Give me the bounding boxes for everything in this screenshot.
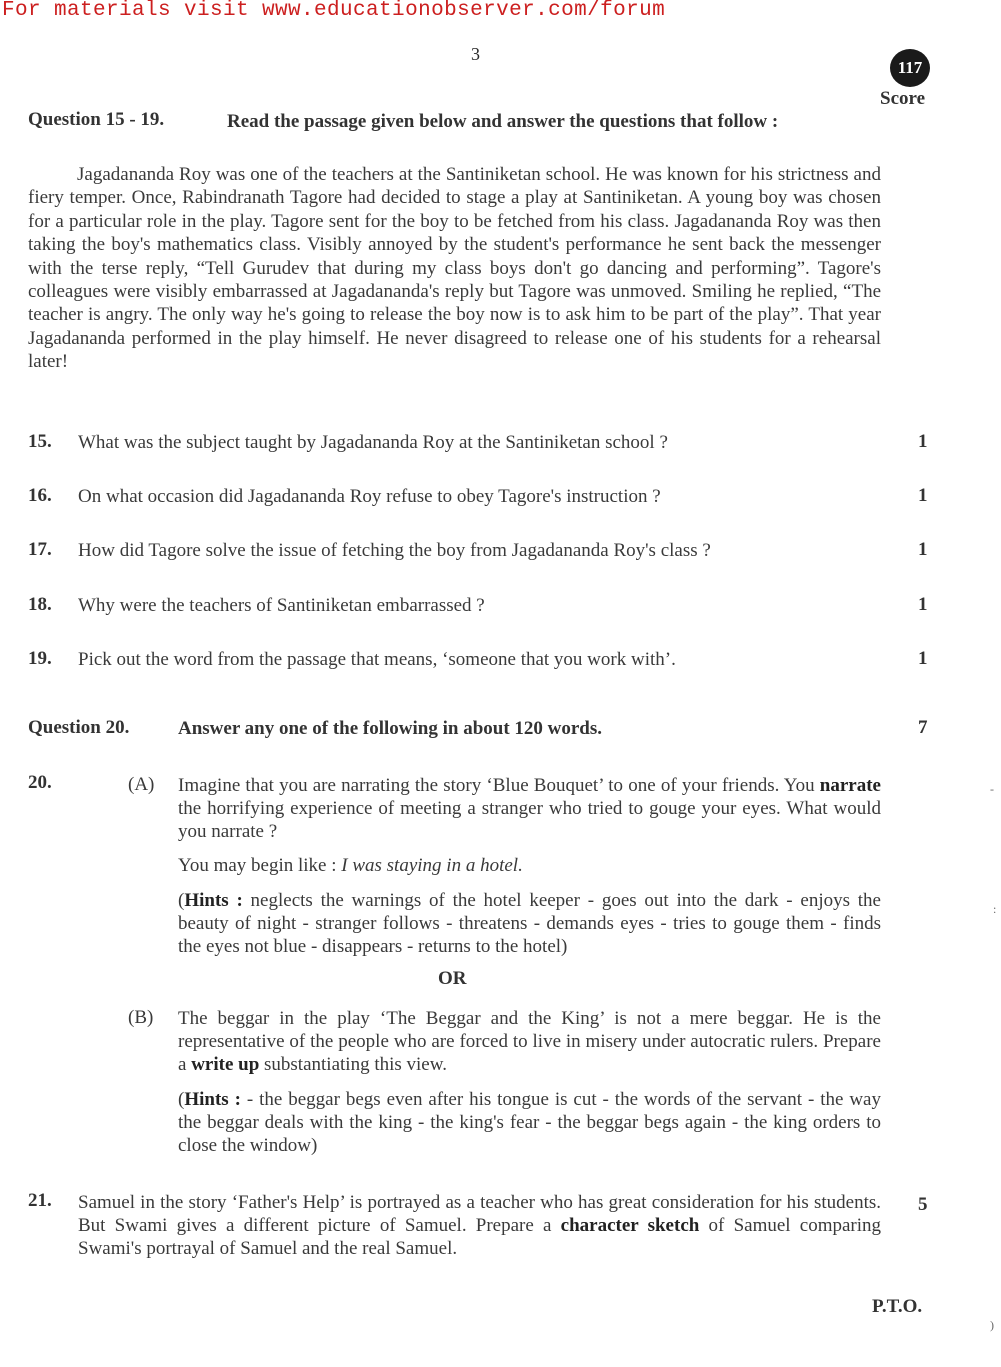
question-marks: 1 <box>918 485 928 506</box>
edge-mark: : <box>993 902 997 916</box>
question-text: What was the subject taught by Jagadananda Roy at the Santiniketan school ? <box>78 432 668 453</box>
pto-label: P.T.O. <box>872 1296 923 1317</box>
question-number: 19. <box>28 648 52 669</box>
section2-label: Question 20. <box>28 717 130 738</box>
question-marks: 1 <box>918 594 928 615</box>
option-b-label: (B) <box>128 1007 154 1028</box>
option-a-begin: You may begin like : I was staying in a hotel. <box>178 855 523 876</box>
question-text: Pick out the word from the passage that means, ‘someone that you work with’. <box>78 649 676 670</box>
or-separator: OR <box>438 968 467 989</box>
watermark: For materials visit www.educationobserver.com/forum <box>2 0 666 22</box>
question-text: Why were the teachers of Santiniketan embarrassed ? <box>78 595 485 616</box>
question-number: 15. <box>28 431 52 452</box>
edge-mark: ) <box>990 1318 994 1332</box>
question-marks: 1 <box>918 539 928 560</box>
question-number: 20. <box>28 772 52 793</box>
question-text: On what occasion did Jagadananda Roy refuse to obey Tagore's instruction ? <box>78 486 661 507</box>
passage <box>28 163 881 374</box>
option-b-text: The beggar in the play ‘The Beggar and the King’ is not a mere beggar. He is the representative of the people who are forced to live in misery under autocratic rulers. Prepare a write up substantiating this view. <box>178 1008 881 1075</box>
question-21-text: Samuel in the story ‘Father's Help’ is portrayed as a teacher who has great consideration for his students. But Swami gives a different picture of Samuel. Prepare a character sketch of Samuel comparing Swami's portrayal of Samuel and the real Samuel. <box>78 1192 882 1259</box>
score-badge: 117 <box>890 49 930 87</box>
section1-instruction: Read the passage given below and answer the questions that follow : <box>227 111 779 132</box>
score-label: Score <box>880 88 926 109</box>
question-number: 16. <box>28 485 52 506</box>
question-marks: 1 <box>918 648 928 669</box>
option-a-hints: (Hints : neglects the warnings of the hotel keeper - goes out into the dark - enjoys the beauty of night - stranger follows - threatens - demands eyes - tries to gouge them - finds the eyes not blue - disappears - returns to the hotel) <box>178 890 881 957</box>
option-a-text: Imagine that you are narrating the story ‘Blue Bouquet’ to one of your friends. You narrate the horrifying experience of meeting a stranger who tried to gouge your eyes. What would you narrate ? <box>178 775 881 842</box>
passage-text: Jagadananda Roy was one of the teachers at the Santiniketan school. He was known for his strictness and fiery temper. Once, Rabindranath Tagore had decided to stage a play at Santiniketan. A young boy was chosen for a particular role in the play. Tagore sent for the boy to be fetched from his class. Jagadananda Roy was then taking the boy's mathematics class. Visibly annoyed by the student's performance he sent back the messenger with the terse reply, “Tell Gurudev that during my class boys don't go dancing and performing”. Tagore's colleagues were visibly embarrassed at Jagadananda's reply but Tagore was unmoved. Smiling he replied, “The teacher is angry. The only way he's going to release the boy now is to ask him to be part of the play”. That year Jagadananda performed in the play himself. He never disagreed to release one of his students for a rehearsal later! <box>28 164 881 373</box>
option-b-hints: (Hints : - the beggar begs even after his tongue is cut - the words of the servant - the way the beggar deals with the king - the king's fear - the beggar begs again - the king orders to close the window) <box>178 1089 881 1156</box>
question-number: 21. <box>28 1190 52 1211</box>
question-number: 18. <box>28 594 52 615</box>
question-marks: 1 <box>918 431 928 452</box>
section1-label: Question 15 - 19. <box>28 109 165 130</box>
page-number: 3 <box>471 44 480 64</box>
section2-marks: 7 <box>918 717 928 738</box>
option-a-label: (A) <box>128 774 155 795</box>
section2-instruction: Answer any one of the following in about 120 words. <box>178 718 603 739</box>
question-text: How did Tagore solve the issue of fetching the boy from Jagadananda Roy's class ? <box>78 540 711 561</box>
edge-mark: - <box>990 782 994 796</box>
question-marks: 5 <box>918 1194 928 1215</box>
question-number: 17. <box>28 539 52 560</box>
